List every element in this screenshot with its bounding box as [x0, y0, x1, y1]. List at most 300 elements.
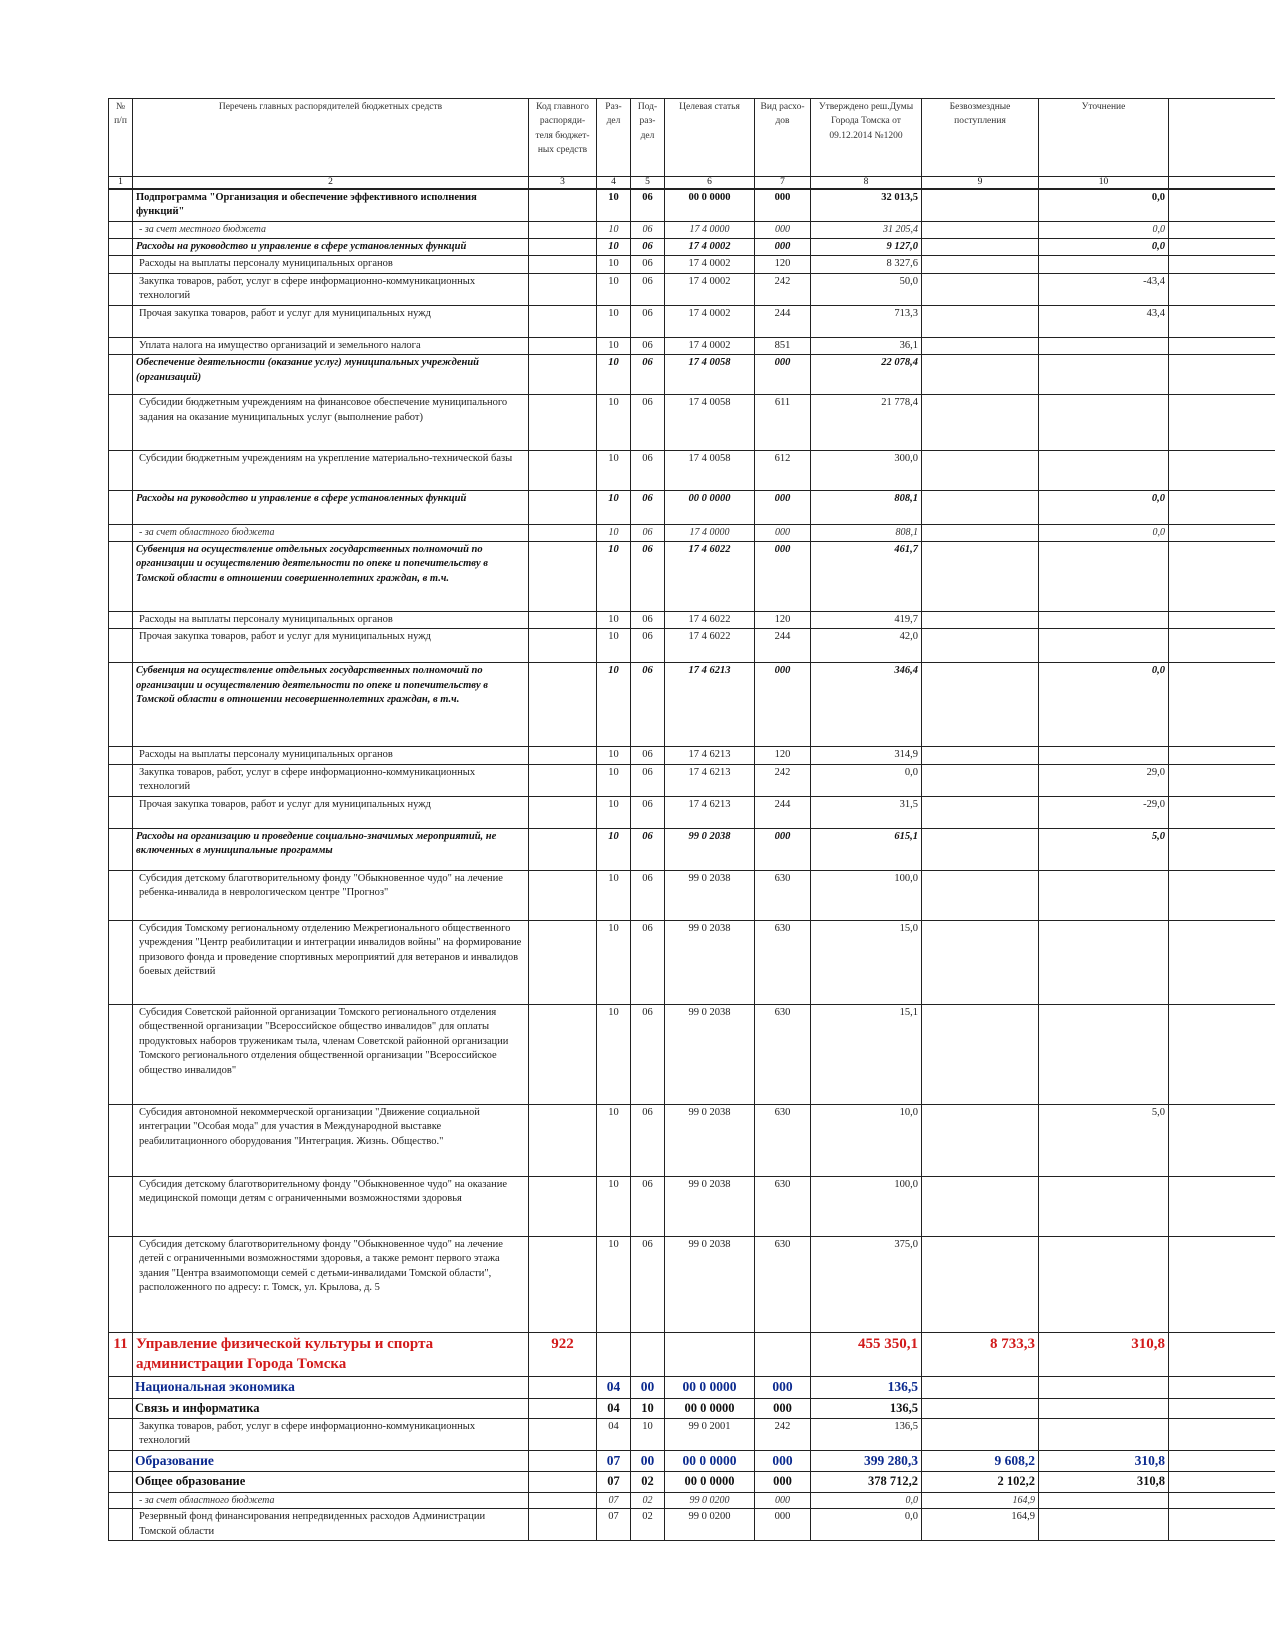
row-name: Субсидия Томскому региональному отделению Межрегионального общественного учреждения "Центр реабилитации и интеграции инвалидов войны" на формирование призового фонда и проведение спортивных мероприятий для ветеранов и инвалидов боевых действий	[133, 920, 529, 1004]
row-podrazdel: 06	[631, 747, 665, 764]
row-podrazdel: 06	[631, 355, 665, 395]
row-grants	[922, 355, 1039, 395]
row-target: 99 0 0200	[665, 1509, 755, 1541]
row-name: Связь и информатика	[133, 1398, 529, 1418]
row-extra	[1169, 611, 1275, 628]
row-target: 99 0 2038	[665, 1176, 755, 1236]
row-razdel: 10	[597, 491, 631, 525]
table-row	[109, 337, 1275, 354]
row-extra	[1169, 1418, 1275, 1450]
row-vid: 851	[755, 337, 811, 354]
row-razdel: 10	[597, 273, 631, 305]
row-podrazdel: 00	[631, 1376, 665, 1398]
row-code	[529, 1418, 597, 1450]
table-body	[109, 189, 1275, 1541]
row-code	[529, 305, 597, 337]
row-approved: 50,0	[811, 273, 922, 305]
header-grants: Безвозмездные поступления	[922, 99, 1039, 177]
row-razdel: 04	[597, 1418, 631, 1450]
row-change: 310,8	[1039, 1472, 1169, 1492]
row-vid: 120	[755, 256, 811, 273]
row-podrazdel: 06	[631, 305, 665, 337]
row-target: 00 0 0000	[665, 189, 755, 221]
column-number: 10	[1039, 177, 1169, 190]
row-approved: 615,1	[811, 828, 922, 870]
budget-sheet	[108, 98, 1275, 1541]
row-target: 00 0 0000	[665, 1450, 755, 1472]
row-approved: 136,5	[811, 1418, 922, 1450]
row-change	[1039, 1176, 1169, 1236]
row-grants	[922, 451, 1039, 491]
row-razdel: 10	[597, 1176, 631, 1236]
row-extra	[1169, 451, 1275, 491]
row-number	[109, 491, 133, 525]
row-grants	[922, 663, 1039, 747]
row-name: Субвенция на осуществление отдельных государственных полномочий по организации и осуществлению деятельности по опеке и попечительству в Томской области в отношении совершеннолетних граждан, в т.ч.	[133, 541, 529, 611]
row-grants	[922, 796, 1039, 828]
row-code	[529, 238, 597, 255]
row-extra	[1169, 1176, 1275, 1236]
row-extra	[1169, 629, 1275, 663]
row-code	[529, 629, 597, 663]
row-target: 17 4 0058	[665, 355, 755, 395]
column-number: 7	[755, 177, 811, 190]
row-number	[109, 629, 133, 663]
row-number	[109, 305, 133, 337]
row-target: 99 0 2038	[665, 870, 755, 920]
row-razdel: 10	[597, 1104, 631, 1176]
row-number	[109, 1004, 133, 1104]
table-row	[109, 828, 1275, 870]
row-razdel: 10	[597, 870, 631, 920]
row-podrazdel: 06	[631, 870, 665, 920]
row-target: 17 4 6022	[665, 611, 755, 628]
row-change	[1039, 1004, 1169, 1104]
row-grants	[922, 870, 1039, 920]
row-change	[1039, 256, 1169, 273]
row-extra	[1169, 525, 1275, 542]
row-approved: 32 013,5	[811, 189, 922, 221]
row-extra	[1169, 796, 1275, 828]
row-extra	[1169, 1492, 1275, 1509]
row-name: Субсидия Советской районной организации Томского регионального отделения общественной организации "Всероссийское общество инвалидов" для оплаты продуктовых наборов труженикам тыла, членам Советской районной организации Томского регионального отделения общественной организации "Всероссийское общество инвалидов"	[133, 1004, 529, 1104]
table-row	[109, 1472, 1275, 1492]
row-number	[109, 1376, 133, 1398]
header-vid: Вид расхо-дов	[755, 99, 811, 177]
row-code	[529, 611, 597, 628]
row-razdel: 10	[597, 221, 631, 238]
row-grants	[922, 541, 1039, 611]
row-approved: 136,5	[811, 1398, 922, 1418]
row-razdel: 10	[597, 828, 631, 870]
row-extra	[1169, 221, 1275, 238]
row-approved: 0,0	[811, 1492, 922, 1509]
row-vid: 000	[755, 1509, 811, 1541]
row-change	[1039, 1509, 1169, 1541]
column-number: 2	[133, 177, 529, 190]
row-vid: 242	[755, 1418, 811, 1450]
row-extra	[1169, 1376, 1275, 1398]
row-razdel: 10	[597, 1236, 631, 1332]
row-podrazdel: 06	[631, 1004, 665, 1104]
row-name: Национальная экономика	[133, 1376, 529, 1398]
row-number	[109, 747, 133, 764]
row-code	[529, 920, 597, 1004]
row-vid: 244	[755, 796, 811, 828]
row-approved: 15,1	[811, 1004, 922, 1104]
row-grants	[922, 1236, 1039, 1332]
row-vid: 244	[755, 629, 811, 663]
table-row	[109, 355, 1275, 395]
row-grants	[922, 629, 1039, 663]
row-grants	[922, 1418, 1039, 1450]
row-code	[529, 870, 597, 920]
row-razdel: 10	[597, 796, 631, 828]
row-change: 0,0	[1039, 663, 1169, 747]
row-vid: 630	[755, 1104, 811, 1176]
row-vid: 242	[755, 273, 811, 305]
row-code	[529, 1450, 597, 1472]
table-row	[109, 238, 1275, 255]
row-target: 00 0 0000	[665, 491, 755, 525]
row-vid: 630	[755, 1004, 811, 1104]
header-change: Уточнение	[1039, 99, 1169, 177]
row-code	[529, 189, 597, 221]
row-extra	[1169, 273, 1275, 305]
row-podrazdel: 06	[631, 337, 665, 354]
row-vid	[755, 1332, 811, 1376]
table-row	[109, 305, 1275, 337]
row-number	[109, 1509, 133, 1541]
column-number: 4	[597, 177, 631, 190]
row-name: Закупка товаров, работ, услуг в сфере информационно-коммуникационных технологий	[133, 1418, 529, 1450]
row-extra	[1169, 256, 1275, 273]
row-number	[109, 796, 133, 828]
row-change: 0,0	[1039, 491, 1169, 525]
row-extra	[1169, 1004, 1275, 1104]
row-target: 17 4 6213	[665, 796, 755, 828]
row-grants	[922, 256, 1039, 273]
row-change	[1039, 451, 1169, 491]
row-razdel: 10	[597, 451, 631, 491]
column-number: 1	[109, 177, 133, 190]
row-change	[1039, 337, 1169, 354]
row-podrazdel: 06	[631, 491, 665, 525]
row-grants	[922, 337, 1039, 354]
row-change	[1039, 1398, 1169, 1418]
row-podrazdel: 06	[631, 828, 665, 870]
row-approved: 9 127,0	[811, 238, 922, 255]
row-vid: 611	[755, 395, 811, 451]
row-grants	[922, 828, 1039, 870]
row-name: Субсидии бюджетным учреждениям на финансовое обеспечение муниципального задания на оказание муниципальных услуг (выполнение работ)	[133, 395, 529, 451]
row-change	[1039, 355, 1169, 395]
row-name: Субсидия автономной некоммерческой организации "Движение социальной интеграции "Особая мода" для участия в Международной выставке реабилитационного оборудования "Интеграция. Жизнь. Общество."	[133, 1104, 529, 1176]
row-vid: 000	[755, 221, 811, 238]
row-name: Субсидия детскому благотворительному фонду "Обыкновенное чудо" на лечение детей с ограниченными возможностями здоровья, а также ремонт первого этажа здания "Центра взаимопомощи семей с детьми-инвалидами Томской области", расположенного по адресу: г. Томск, ул. Крылова, д. 5	[133, 1236, 529, 1332]
row-podrazdel: 06	[631, 395, 665, 451]
row-approved: 346,4	[811, 663, 922, 747]
row-podrazdel: 06	[631, 189, 665, 221]
table-row	[109, 1509, 1275, 1541]
row-vid: 000	[755, 491, 811, 525]
row-podrazdel: 02	[631, 1472, 665, 1492]
row-extra	[1169, 395, 1275, 451]
row-change	[1039, 1492, 1169, 1509]
row-approved: 136,5	[811, 1376, 922, 1398]
row-code	[529, 1398, 597, 1418]
row-target	[665, 1332, 755, 1376]
row-target: 17 4 0002	[665, 273, 755, 305]
row-razdel: 10	[597, 663, 631, 747]
row-grants	[922, 747, 1039, 764]
table-row	[109, 629, 1275, 663]
row-vid: 120	[755, 611, 811, 628]
column-number: 9	[922, 177, 1039, 190]
row-razdel: 10	[597, 920, 631, 1004]
header-razdel: Раз-дел	[597, 99, 631, 177]
row-target: 17 4 6213	[665, 663, 755, 747]
table-row	[109, 764, 1275, 796]
row-code	[529, 764, 597, 796]
row-change: 0,0	[1039, 189, 1169, 221]
row-name: Субсидии бюджетным учреждениям на укрепление материально-технической базы	[133, 451, 529, 491]
row-code	[529, 1509, 597, 1541]
row-razdel: 04	[597, 1398, 631, 1418]
row-extra	[1169, 747, 1275, 764]
row-approved: 461,7	[811, 541, 922, 611]
row-grants	[922, 764, 1039, 796]
header-row	[109, 99, 1275, 177]
row-approved: 0,0	[811, 1509, 922, 1541]
row-extra	[1169, 1332, 1275, 1376]
row-number	[109, 525, 133, 542]
row-code	[529, 1004, 597, 1104]
row-approved: 31 205,4	[811, 221, 922, 238]
row-target: 17 4 6213	[665, 764, 755, 796]
row-code	[529, 525, 597, 542]
row-name: Образование	[133, 1450, 529, 1472]
row-grants	[922, 395, 1039, 451]
row-approved: 419,7	[811, 611, 922, 628]
table-row	[109, 451, 1275, 491]
row-target: 17 4 0002	[665, 305, 755, 337]
row-name: Обеспечение деятельности (оказание услуг) муниципальных учреждений (организаций)	[133, 355, 529, 395]
row-podrazdel: 06	[631, 221, 665, 238]
row-code	[529, 1236, 597, 1332]
header-approved: Утверждено реш.Думы Города Томска от 09.12.2014 №1200	[811, 99, 922, 177]
row-name: Прочая закупка товаров, работ и услуг для муниципальных нужд	[133, 305, 529, 337]
table-row	[109, 1398, 1275, 1418]
table-row	[109, 491, 1275, 525]
row-vid: 000	[755, 525, 811, 542]
row-number	[109, 451, 133, 491]
row-name: - за счет областного бюджета	[133, 525, 529, 542]
row-code	[529, 395, 597, 451]
column-number-row	[109, 177, 1275, 190]
row-vid: 000	[755, 1398, 811, 1418]
row-code	[529, 337, 597, 354]
row-name: Прочая закупка товаров, работ и услуг для муниципальных нужд	[133, 629, 529, 663]
budget-table	[108, 98, 1275, 1541]
row-code	[529, 491, 597, 525]
row-grants	[922, 305, 1039, 337]
row-extra	[1169, 1398, 1275, 1418]
row-code	[529, 256, 597, 273]
row-vid: 630	[755, 870, 811, 920]
row-vid: 000	[755, 828, 811, 870]
row-name: Расходы на выплаты персоналу муниципальных органов	[133, 747, 529, 764]
row-podrazdel: 00	[631, 1450, 665, 1472]
row-vid: 000	[755, 189, 811, 221]
row-vid: 000	[755, 355, 811, 395]
row-code	[529, 747, 597, 764]
row-number	[109, 273, 133, 305]
table-row	[109, 1004, 1275, 1104]
row-podrazdel: 06	[631, 525, 665, 542]
row-approved: 42,0	[811, 629, 922, 663]
table-row	[109, 1450, 1275, 1472]
row-number	[109, 611, 133, 628]
row-extra	[1169, 1104, 1275, 1176]
row-podrazdel: 10	[631, 1398, 665, 1418]
row-code	[529, 273, 597, 305]
row-number: 11	[109, 1332, 133, 1376]
row-podrazdel: 06	[631, 920, 665, 1004]
row-name: - за счет областного бюджета	[133, 1492, 529, 1509]
row-number	[109, 395, 133, 451]
row-grants: 9 608,2	[922, 1450, 1039, 1472]
row-approved: 713,3	[811, 305, 922, 337]
row-change	[1039, 541, 1169, 611]
row-approved: 31,5	[811, 796, 922, 828]
row-target: 17 4 0000	[665, 525, 755, 542]
row-change	[1039, 747, 1169, 764]
row-podrazdel: 06	[631, 1236, 665, 1332]
row-target: 99 0 2038	[665, 1104, 755, 1176]
row-grants	[922, 238, 1039, 255]
row-podrazdel: 06	[631, 256, 665, 273]
row-code	[529, 828, 597, 870]
row-grants	[922, 1398, 1039, 1418]
row-vid: 242	[755, 764, 811, 796]
row-target: 99 0 0200	[665, 1492, 755, 1509]
row-target: 99 0 2038	[665, 1236, 755, 1332]
row-approved: 399 280,3	[811, 1450, 922, 1472]
row-change: 310,8	[1039, 1332, 1169, 1376]
row-razdel: 10	[597, 1004, 631, 1104]
row-razdel: 10	[597, 541, 631, 611]
row-grants: 2 102,2	[922, 1472, 1039, 1492]
row-code	[529, 1176, 597, 1236]
row-extra	[1169, 1509, 1275, 1541]
row-target: 17 4 0000	[665, 221, 755, 238]
row-vid: 630	[755, 1176, 811, 1236]
table-row	[109, 189, 1275, 221]
row-code	[529, 796, 597, 828]
row-number	[109, 221, 133, 238]
row-extra	[1169, 355, 1275, 395]
row-grants	[922, 1004, 1039, 1104]
row-razdel: 07	[597, 1450, 631, 1472]
row-approved: 375,0	[811, 1236, 922, 1332]
row-podrazdel: 06	[631, 273, 665, 305]
row-name: Подпрограмма "Организация и обеспечение эффективного исполнения функций"	[133, 189, 529, 221]
row-code	[529, 1492, 597, 1509]
row-podrazdel: 06	[631, 611, 665, 628]
row-extra	[1169, 541, 1275, 611]
row-code	[529, 355, 597, 395]
row-name: Субсидия детскому благотворительному фонду "Обыкновенное чудо" на оказание медицинской помощи детям с ограниченными возможностями здоровья	[133, 1176, 529, 1236]
row-extra	[1169, 491, 1275, 525]
row-target: 17 4 6022	[665, 629, 755, 663]
row-vid: 000	[755, 238, 811, 255]
row-code	[529, 663, 597, 747]
row-change	[1039, 1236, 1169, 1332]
row-name: Субсидия детскому благотворительному фонду "Обыкновенное чудо" на лечение ребенка-инвалида в неврологическом центре "Прогноз"	[133, 870, 529, 920]
row-podrazdel: 06	[631, 451, 665, 491]
row-number	[109, 355, 133, 395]
row-approved: 808,1	[811, 525, 922, 542]
row-podrazdel: 02	[631, 1492, 665, 1509]
row-grants	[922, 221, 1039, 238]
row-change: 310,8	[1039, 1450, 1169, 1472]
row-number	[109, 1398, 133, 1418]
row-approved: 10,0	[811, 1104, 922, 1176]
row-grants	[922, 189, 1039, 221]
row-podrazdel: 06	[631, 1104, 665, 1176]
row-approved: 0,0	[811, 764, 922, 796]
row-name: Уплата налога на имущество организаций и земельного налога	[133, 337, 529, 354]
row-podrazdel: 06	[631, 238, 665, 255]
row-grants	[922, 1376, 1039, 1398]
table-row	[109, 256, 1275, 273]
row-code	[529, 541, 597, 611]
row-number	[109, 920, 133, 1004]
row-grants: 8 733,3	[922, 1332, 1039, 1376]
row-vid: 000	[755, 1450, 811, 1472]
row-vid: 000	[755, 1472, 811, 1492]
row-target: 99 0 2038	[665, 828, 755, 870]
row-razdel: 10	[597, 256, 631, 273]
row-number	[109, 256, 133, 273]
row-number	[109, 1418, 133, 1450]
row-vid: 630	[755, 920, 811, 1004]
table-row	[109, 1236, 1275, 1332]
row-grants	[922, 1176, 1039, 1236]
header-name: Перечень главных распорядителей бюджетных средств	[133, 99, 529, 177]
row-approved: 455 350,1	[811, 1332, 922, 1376]
table-row	[109, 1176, 1275, 1236]
row-grants	[922, 491, 1039, 525]
row-razdel: 10	[597, 395, 631, 451]
table-row	[109, 221, 1275, 238]
row-grants	[922, 273, 1039, 305]
row-change	[1039, 611, 1169, 628]
column-number: 8	[811, 177, 922, 190]
row-approved: 36,1	[811, 337, 922, 354]
row-change	[1039, 870, 1169, 920]
column-number-extra	[1169, 177, 1275, 190]
table-row	[109, 611, 1275, 628]
row-podrazdel	[631, 1332, 665, 1376]
table-row	[109, 796, 1275, 828]
row-number	[109, 541, 133, 611]
row-number	[109, 828, 133, 870]
row-name: Резервный фонд финансирования непредвиденных расходов Администрации Томской области	[133, 1509, 529, 1541]
row-number	[109, 1492, 133, 1509]
row-grants: 164,9	[922, 1492, 1039, 1509]
